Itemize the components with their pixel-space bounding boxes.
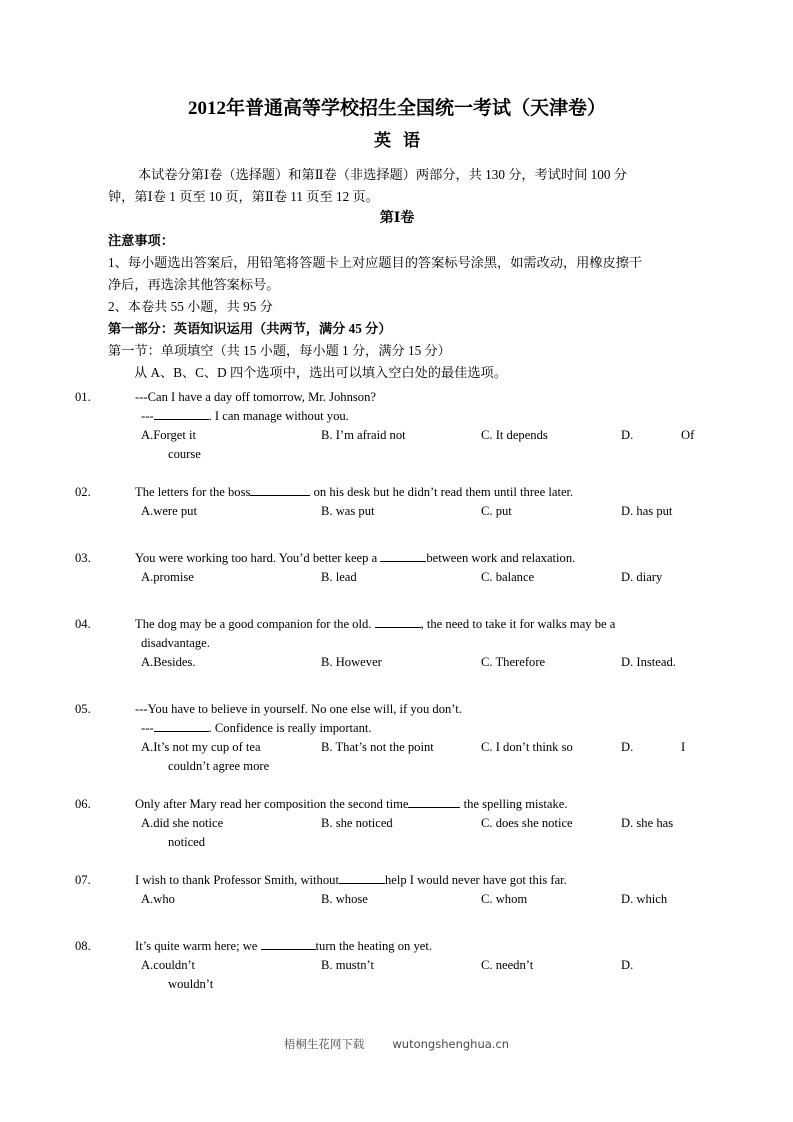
paper-section-heading: 第Ⅰ卷	[379, 211, 415, 226]
question-spacer	[108, 776, 686, 795]
stem-prefix: ---	[141, 721, 154, 735]
stem-suffix: between work and relaxation.	[426, 551, 576, 565]
option-wrap-line: course	[168, 447, 201, 461]
stem-suffix: . Confidence is really important.	[208, 721, 372, 735]
question-spacer	[108, 672, 686, 691]
option-a[interactable]: A.who	[141, 892, 175, 906]
question-number: 02.	[75, 485, 91, 499]
intro-line-2: 钟，第Ⅰ卷 1 页至 10 页，第Ⅱ卷 11 页至 12 页。	[108, 189, 379, 204]
question-item	[75, 549, 686, 587]
option-wrap-line: couldn’t agree more	[168, 759, 270, 773]
stem-prefix: Only after Mary read her composition the second time	[135, 797, 409, 811]
option-a[interactable]: A.Besides.	[141, 655, 196, 669]
option-a[interactable]: A.couldn’t	[141, 958, 195, 972]
answer-blank	[380, 550, 426, 562]
question-spacer	[108, 928, 686, 937]
option-d[interactable]: D. Instead.	[621, 655, 676, 669]
part-one-heading: 第一部分：英语知识运用（共两节，满分 45 分）	[108, 321, 392, 336]
answer-blank	[154, 408, 209, 420]
answer-blank	[261, 938, 316, 950]
option-c[interactable]: C. Therefore	[481, 655, 546, 669]
question-spacer	[108, 691, 686, 700]
option-d[interactable]: D. she has	[621, 816, 674, 830]
option-d[interactable]: D. has put	[621, 504, 673, 518]
notice-1-line-2: 净后，再选涂其他答案标号。	[108, 277, 280, 292]
option-d-text[interactable]: I	[681, 740, 686, 754]
option-b[interactable]: B. lead	[321, 570, 357, 584]
question-stem	[75, 388, 686, 407]
question-item	[75, 483, 686, 521]
option-wrap-line: noticed	[168, 835, 206, 849]
stem-suffix: turn the heating on yet.	[315, 939, 433, 953]
question-stem-line2	[108, 407, 686, 426]
question-item	[75, 388, 695, 464]
option-a[interactable]: A.did she notice	[141, 816, 224, 830]
footer-site-name: 梧桐生花网下载	[283, 1037, 365, 1051]
question-stem	[75, 795, 686, 814]
question-item	[75, 871, 686, 909]
question-stem-line2	[108, 719, 686, 738]
question-spacer	[108, 540, 686, 549]
stem-suffix: . I can manage without you.	[208, 409, 349, 423]
stem-prefix: It’s quite warm here; we	[135, 939, 261, 953]
question-number: 06.	[75, 797, 91, 811]
question-options	[108, 568, 686, 587]
option-d[interactable]: D.	[621, 958, 634, 972]
stem-suffix: , the need to take it for walks may be a	[420, 617, 616, 631]
option-c[interactable]: C. needn’t	[481, 958, 534, 972]
question-number: 04.	[75, 617, 91, 631]
stem-prefix: ---	[141, 409, 154, 423]
answer-blank	[250, 484, 310, 496]
stem-suffix: the spelling mistake.	[460, 797, 568, 811]
option-b[interactable]: B. mustn’t	[321, 958, 374, 972]
question-spacer	[108, 909, 686, 928]
option-d[interactable]: D. which	[621, 892, 668, 906]
option-b[interactable]: B. That’s not the point	[321, 740, 434, 754]
option-c[interactable]: C. It depends	[481, 428, 548, 442]
stem-prefix: I wish to thank Professor Smith, without	[135, 873, 339, 887]
question-spacer	[108, 521, 686, 540]
option-wrap-line: wouldn’t	[168, 977, 214, 991]
option-b[interactable]: B. she noticed	[321, 816, 393, 830]
option-c[interactable]: C. put	[481, 504, 512, 518]
question-number: 01.	[75, 390, 91, 404]
question-options	[108, 814, 686, 833]
answer-blank	[408, 796, 460, 808]
answer-blank	[154, 720, 209, 732]
question-spacer	[108, 587, 686, 606]
document-content	[75, 96, 695, 994]
intro-line-1: 本试卷分第Ⅰ卷（选择题）和第Ⅱ卷（非选择题）两部分，共 130 分，考试时间 100 分	[138, 167, 627, 182]
stem-prefix: The letters for the boss	[135, 485, 251, 499]
subject-char-2: 语	[403, 131, 420, 150]
question-number: 03.	[75, 551, 91, 565]
answer-blank	[339, 872, 385, 884]
question-options	[108, 653, 686, 672]
question-options	[108, 426, 695, 445]
stem-suffix: help I would never have got this far.	[384, 873, 567, 887]
option-d[interactable]: D. diary	[621, 570, 663, 584]
option-c[interactable]: C. whom	[481, 892, 528, 906]
notice-heading: 注意事项：	[108, 233, 174, 248]
question-stem	[75, 483, 686, 502]
question-options	[108, 738, 686, 757]
option-c[interactable]: C. does she notice	[481, 816, 573, 830]
option-d[interactable]: D.	[621, 428, 634, 442]
question-options	[108, 502, 686, 521]
option-d-text[interactable]: Of	[681, 428, 695, 442]
option-b[interactable]: B. However	[321, 655, 382, 669]
question-item	[75, 615, 686, 672]
option-b[interactable]: B. whose	[321, 892, 368, 906]
question-spacer	[108, 852, 686, 871]
option-a[interactable]: A.Forget it	[141, 428, 197, 442]
option-a[interactable]: A.It’s not my cup of tea	[141, 740, 261, 754]
question-options	[108, 890, 686, 909]
question-options	[108, 956, 686, 975]
subject-title	[108, 128, 686, 154]
question-stem	[75, 549, 686, 568]
subject-char-1: 英	[374, 131, 391, 150]
question-stem-wrap: disadvantage.	[141, 636, 210, 650]
question-number: 08.	[75, 939, 91, 953]
question-stem	[75, 700, 686, 719]
stem-prefix: You were working too hard. You’d better keep a	[135, 551, 381, 565]
question-text: ---Can I have a day off tomorrow, Mr. Johnson?	[135, 390, 376, 404]
question-stem	[75, 937, 686, 956]
question-spacer	[108, 606, 686, 615]
notice-1-line-1: 1、每小题选出答案后，用铅笔将答题卡上对应题目的答案标号涂黑，如需改动，用橡皮擦干	[108, 255, 643, 270]
section-one-instruction: 从 A、B、C、D 四个选项中，选出可以填入空白处的最佳选项。	[134, 365, 507, 380]
answer-blank	[375, 616, 421, 628]
footer-site-url: wutongshenghua.cn	[392, 1037, 510, 1051]
option-b[interactable]: B. I’m afraid not	[321, 428, 406, 442]
question-item	[75, 795, 686, 852]
stem-suffix: on his desk but he didn’t read them until three later.	[310, 485, 574, 499]
question-number: 05.	[75, 702, 91, 716]
option-a[interactable]: A.were put	[141, 504, 197, 518]
option-c[interactable]: C. I don’t think so	[481, 740, 573, 754]
question-item	[75, 700, 686, 776]
section-one-heading: 第一节：单项填空（共 15 小题，每小题 1 分，满分 15 分）	[108, 343, 451, 358]
question-text: ---You have to believe in yourself. No one else will, if you don’t.	[135, 702, 462, 716]
page-title: 2012年普通高等学校招生全国统一考试（天津卷）	[187, 98, 606, 119]
option-c[interactable]: C. balance	[481, 570, 535, 584]
option-b[interactable]: B. was put	[321, 504, 375, 518]
option-a[interactable]: A.promise	[141, 570, 194, 584]
question-stem	[75, 871, 686, 890]
question-spacer	[108, 464, 686, 483]
notice-2: 2、本卷共 55 小题，共 95 分	[108, 299, 273, 314]
page-footer	[0, 1036, 793, 1052]
option-d[interactable]: D.	[621, 740, 634, 754]
question-number: 07.	[75, 873, 91, 887]
question-item	[75, 937, 686, 994]
stem-prefix: The dog may be a good companion for the old.	[135, 617, 375, 631]
question-stem	[75, 615, 686, 634]
